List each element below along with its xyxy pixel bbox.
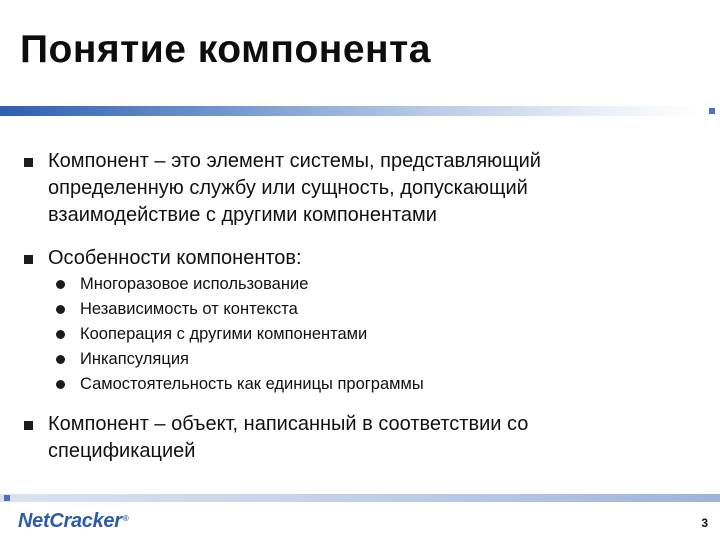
bullet-3-text [48, 411, 528, 465]
footer-bar-square-marker [4, 495, 10, 501]
title-bar-square-marker [709, 108, 715, 114]
sub-item-label: Кооперация с другими компонентами [80, 325, 368, 343]
bullet-2-line-1: Особенности компонентов: [48, 247, 302, 269]
round-bullet-icon [56, 355, 65, 364]
registered-mark: ® [122, 514, 129, 523]
sub-list-item [56, 347, 424, 372]
bullet-1-line-1: Компонент – это элемент системы, представляющий [48, 150, 541, 172]
bullet-1-line-2: определенную службу или сущность, допускающий [48, 177, 528, 199]
bullet-square-icon [24, 421, 33, 430]
round-bullet-icon [56, 280, 65, 289]
round-bullet-icon [56, 305, 65, 314]
netcracker-logo [18, 510, 128, 533]
bullet-square-icon [24, 255, 33, 264]
round-bullet-icon [56, 380, 65, 389]
bullet-square-icon [24, 158, 33, 167]
bullet-3-line-2: спецификацией [48, 440, 196, 462]
slide-title: Понятие компонента [20, 28, 431, 71]
sub-item-label: Многоразовое использование [80, 275, 309, 293]
sub-item-label: Независимость от контекста [80, 300, 298, 318]
title-underline-bar [0, 106, 700, 116]
bullet-1-text [48, 148, 541, 229]
page-number: 3 [701, 516, 708, 530]
sub-list-item [56, 372, 424, 397]
bullet-3-line-1: Компонент – объект, написанный в соответствии со [48, 413, 529, 435]
sub-list-item [56, 297, 424, 322]
footer-bar [0, 494, 720, 502]
features-sub-list [56, 272, 424, 397]
round-bullet-icon [56, 330, 65, 339]
sub-item-label: Инкапсуляция [80, 350, 189, 368]
sub-list-item [56, 272, 424, 297]
logo-wordmark: NetCracker [18, 510, 122, 532]
bullet-2-text [48, 245, 302, 272]
sub-list-item [56, 322, 424, 347]
sub-item-label: Самостоятельность как единицы программы [80, 375, 424, 393]
bullet-1-line-3: взаимодействие с другими компонентами [48, 204, 437, 226]
